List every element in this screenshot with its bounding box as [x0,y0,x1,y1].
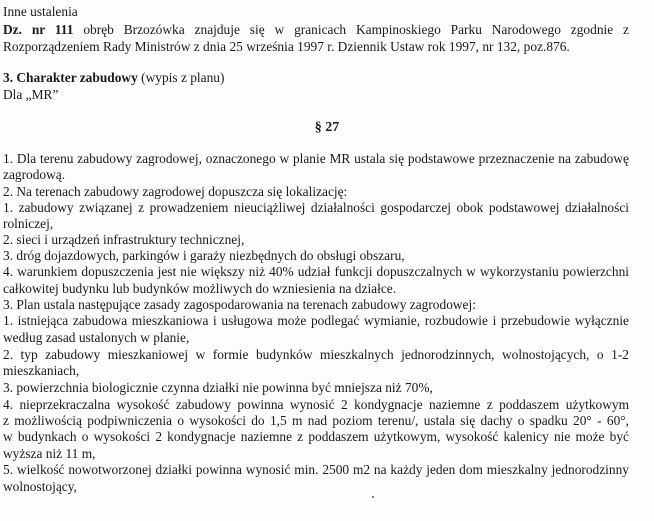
body-line: wyższa niż 11 m, [3,446,96,461]
body-line: 2. typ zabudowy mieszkaniowej w formie budynków mieszkalnych jednorodzinnych, wolnostojących, o 1-2 [3,347,629,362]
body-line: 2. sieci i urządzeń infrastruktury technicznej, [3,232,245,247]
section-title-rest: (wypis z planu) [137,70,225,85]
body-line: 3. powierzchnia biologicznie czynna działki nie powinna być mniejsza niż 70%, [3,380,433,395]
body-line: z możliwością podpiwniczenia o wysokości do 1,5 m nad poziom terenu/, ustala się dachy o spadku 20° - 60°, [3,413,629,428]
body-line: całkowitej budynku lub budynków możliwych do wzniesienia na działce. [3,281,397,296]
body-line: 1. istniejąca zabudowa mieszkaniowa i usługowa może podlegać wymianie, rozbudowie i przebudowie wyłącznie [3,313,629,328]
body-line: 3. Plan ustala następujące zasady zagospodarowania na terenach zabudowy zagrodowej: [3,297,476,312]
dz-line-1-text: obręb Brzozówka znajduje się w granicach Kampinoskiego Parku Narodowego zgodnie z [73,22,629,37]
body-line: zagrodową. [3,167,66,182]
paragraph-heading: § 27 [314,120,340,135]
section-title [3,70,224,85]
section-dla: Dla „MR” [3,87,59,102]
body-line: 4. nieprzekraczalna wysokość zabudowy powinna wynosić 2 kondygnacje naziemne z poddaszem użytkowym [3,397,629,412]
body-line: 5. wielkość nowotworzonej działki powinna wynosić min. 2500 m2 na każdy jeden dom mieszkalny jednorodzinny [3,462,629,477]
body-line: wolnostojący, [3,479,77,494]
heading-inne-ustalenia: Inne ustalenia [3,4,78,19]
body-line: 4. warunkiem dopuszczenia jest nie większy niż 40% udział funkcji dopuszczalnych w wykorzystaniu powierzchni [3,264,629,279]
section-title-bold: 3. Charakter zabudowy [3,70,138,85]
body-line: w budynkach o wysokości 2 kondygnacje naziemne z poddaszem użytkowym, wysokość kalenicy nie może być [3,429,629,444]
body-line: rolniczej, [3,216,54,231]
body-line: 1. zabudowy związanej z prowadzeniem nieuciążliwej działalności gospodarczej obok podstawowej działalności [3,200,629,215]
body-line: 1. Dla terenu zabudowy zagrodowej, oznaczonego w planie MR ustala się podstawowe przeznaczenie na zabudowę [3,151,629,166]
body-line: 2. Na terenach zabudowy zagrodowej dopuszcza się lokalizację: [3,184,348,199]
body-line: według zasad ustalonych w planie, [3,330,190,345]
scan-speck [372,496,374,498]
dz-label: Dz. nr 111 [3,22,74,37]
body-line: mieszkaniach, [3,363,80,378]
dz-line-1 [3,22,629,37]
dz-line-2: Rozporządzeniem Rady Ministrów z dnia 25 września 1997 r. Dziennik Ustaw rok 1997, nr 132, poz.876. [3,39,570,54]
body-line: 3. dróg dojazdowych, parkingów i garaży niezbędnych do obsługi obszaru, [3,248,405,263]
